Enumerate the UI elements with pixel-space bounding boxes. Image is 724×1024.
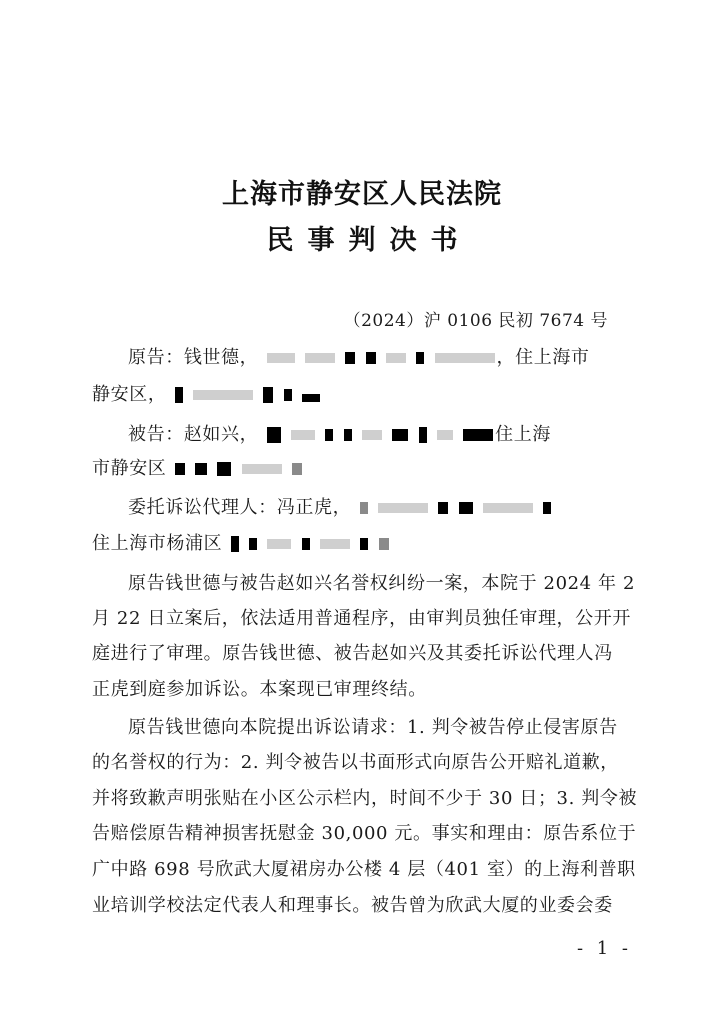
court-name: 上海市静安区人民法院 <box>222 179 502 210</box>
redaction-mark <box>305 353 335 363</box>
redaction-mark <box>325 429 333 441</box>
defendant-line <box>128 423 640 447</box>
redaction-mark <box>284 389 292 401</box>
redaction-mark <box>249 538 257 550</box>
body-line: 原告钱世德向本院提出诉讼请求：1. 判令被告停止侵害原告 <box>128 717 618 738</box>
body-line: 并将致歉声明张贴在小区公示栏内，时间不少于 30 日；3. 判令被 <box>92 788 638 809</box>
case-number: （2024）沪 0106 民初 7674 号 <box>343 311 608 331</box>
agent-address: 住上海市杨浦区 <box>92 533 223 554</box>
redaction-mark <box>302 538 310 550</box>
redaction-mark <box>320 539 350 549</box>
redaction-mark <box>267 353 295 363</box>
defendant-address: 住上海 <box>495 424 551 445</box>
body-line: 原告钱世德与被告赵如兴名誉权纠纷一案，本院于 2024 年 2 <box>128 573 636 594</box>
redaction-mark <box>437 430 453 440</box>
redaction-mark <box>483 503 533 513</box>
body-line: 庭进行了审理。原告钱世德、被告赵如兴及其委托诉讼代理人冯 <box>92 643 613 664</box>
redaction-mark <box>463 429 493 441</box>
redaction-mark <box>360 538 368 550</box>
redaction-mark <box>231 536 239 552</box>
redaction-mark <box>193 390 253 400</box>
redaction-mark <box>416 352 424 364</box>
body-line: 业培训学校法定代表人和理事长。被告曾为欣武大厦的业委会委 <box>92 895 613 916</box>
plaintiff-address: ，住上海市 <box>496 347 590 368</box>
redaction-mark <box>386 353 406 363</box>
plaintiff-address-line: 静安区， <box>92 383 640 407</box>
redaction-mark <box>362 430 382 440</box>
redaction-mark <box>344 429 352 441</box>
document-type: 民事判决书 <box>266 225 472 256</box>
redaction-mark <box>366 352 376 364</box>
body-line: 正虎到庭参加诉讼。本案现已审理终结。 <box>92 679 427 700</box>
plaintiff-address-district: 静安区 <box>92 384 148 405</box>
redaction-mark <box>419 427 427 443</box>
redaction-mark <box>459 502 473 514</box>
redaction-mark <box>438 502 448 514</box>
redaction-mark <box>267 427 281 443</box>
defendant-address-line <box>92 457 640 481</box>
body-line: 月 22 日立案后，依法适用普通程序，由审判员独任审理，公开开 <box>92 608 631 629</box>
redaction-mark <box>195 463 207 475</box>
redaction-mark <box>267 539 291 549</box>
redaction-mark <box>543 502 551 514</box>
defendant-label: 被告： <box>128 424 184 445</box>
page-number: - 1 - <box>576 938 632 959</box>
redaction-mark <box>392 429 408 441</box>
body-line: 的名誉权的行为：2. 判令被告以书面形式向原告公开赔礼道歉， <box>92 752 619 773</box>
redaction-mark <box>379 538 389 550</box>
redaction-mark <box>291 430 315 440</box>
agent-name: 冯正虎， <box>276 497 352 518</box>
redaction-mark <box>175 387 183 403</box>
plaintiff-label: 原告： <box>128 347 184 368</box>
defendant-address-district: 市静安区 <box>92 458 167 479</box>
plaintiff-line <box>128 346 640 370</box>
redaction-mark <box>435 353 495 363</box>
body-line: 告赔偿原告精神损害抚慰金 30,000 元。事实和理由：原告系位于 <box>92 823 637 844</box>
redaction-mark <box>242 464 282 474</box>
body-line: 广中路 698 号欣武大厦裙房办公楼 4 层（401 室）的上海利普职 <box>92 859 636 880</box>
redaction-mark <box>292 463 302 475</box>
redaction-mark <box>378 503 428 513</box>
redaction-mark <box>175 463 185 475</box>
defendant-name: 赵如兴， <box>183 424 259 445</box>
plaintiff-name: 钱世德， <box>183 347 259 368</box>
redaction-mark <box>345 352 355 364</box>
redaction-mark <box>360 502 368 514</box>
agent-label: 委托诉讼代理人： <box>128 497 277 518</box>
agent-line <box>128 496 640 520</box>
redaction-mark <box>263 387 273 403</box>
redaction-mark <box>217 462 231 476</box>
agent-address-line <box>92 532 640 556</box>
redaction-mark <box>302 394 320 402</box>
